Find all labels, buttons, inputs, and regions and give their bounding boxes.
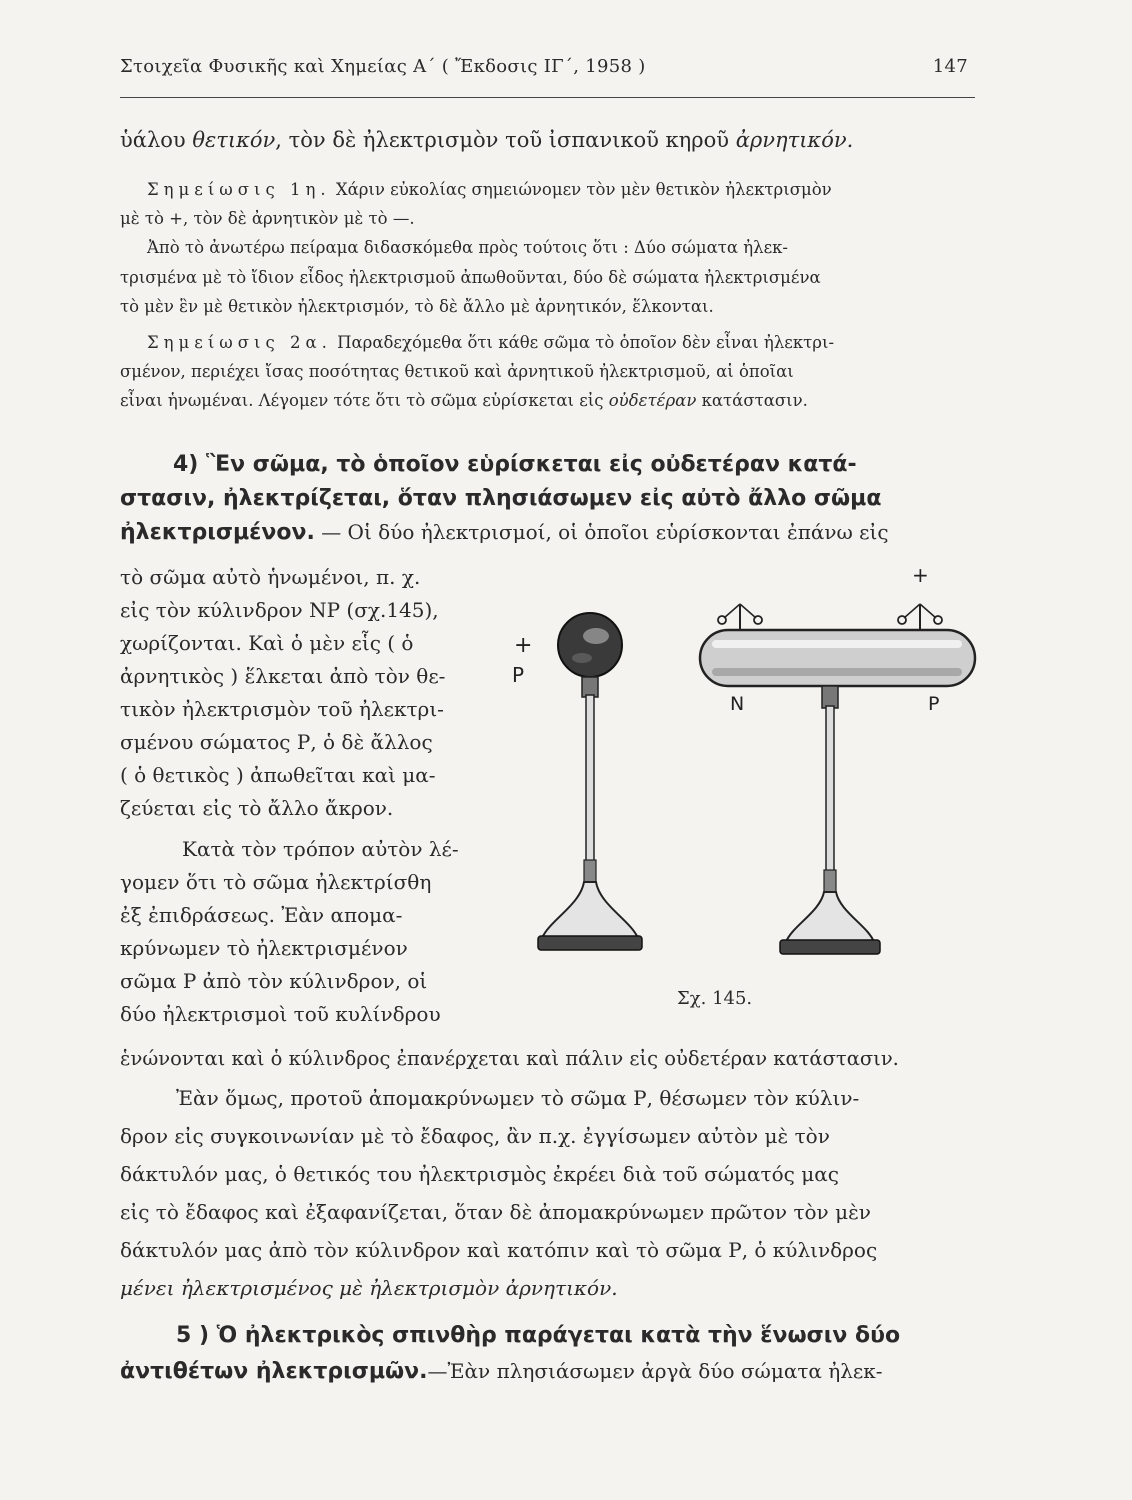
plus-label: + <box>912 563 929 587</box>
text-line: ἐξ ἐπιδράσεως. Ἐὰν απομα- <box>120 903 403 927</box>
text-line: κρύνωμεν τὸ ἠλεκτρισμένον <box>120 936 408 960</box>
header-title: Στοιχεῖα Φυσικῆς καὶ Χημείας Α΄ ( Ἔκδοσις ΙΓ΄, 1958 ) <box>120 56 646 77</box>
note-line: Ἀπὸ τὸ ἀνωτέρω πείραμα διδασκόμεθα πρὸς τούτοις ὅτι : Δύο σώματα ἠλεκ- <box>147 238 789 257</box>
text-span: ἀρνητικόν. <box>735 128 854 152</box>
charged-sphere-stand <box>538 613 642 950</box>
text-line: δρον εἰς συγκοινωνίαν μὲ τὸ ἔδαφος, ἂν π.χ. ἐγγίσωμεν αὐτὸν μὲ τὸν <box>120 1124 830 1148</box>
text-line <box>120 128 853 152</box>
text-span: Παραδεχόμεθα ὅτι κάθε σῶμα τὸ ὁποῖον δὲν εἶναι ἠλεκτρι- <box>331 333 835 352</box>
text-line: τὸ σῶμα αὐτὸ ἡνωμένοι, π. χ. <box>120 565 421 589</box>
section-heading: 5 ) Ὁ ἠλεκτρικὸς σπινθὴρ παράγεται κατὰ τὴν ἕνωσιν δύο <box>176 1323 901 1348</box>
text-line: σῶμα Ρ ἀπὸ τὸν κύλινδρον, οἱ <box>120 969 428 993</box>
text-line: ( ὁ θετικὸς ) ἀπωθεῖται καὶ μα- <box>120 763 436 787</box>
text-line: Ἐὰν ὅμως, προτοῦ ἀπομακρύνωμεν τὸ σῶμα Ρ, θέσωμεν τὸν κύλιν- <box>176 1086 860 1110</box>
text-span: Χάριν εὐκολίας σημειώνομεν τὸν μὲν θετικὸν ἠλεκτρισμὸν <box>330 180 832 199</box>
conductor-cylinder-stand <box>700 604 975 954</box>
text-line: δάκτυλόν μας ἀπὸ τὸν κύλινδρον καὶ κατόπιν καὶ τὸ σῶμα Ρ, ὁ κύλινδρος <box>120 1238 878 1262</box>
note-label: Σημείωσις 2α. <box>147 333 332 352</box>
section-heading: στασιν, ἠλεκτρίζεται, ὅταν πλησιάσωμεν εἰς αὐτὸ ἄλλο σῶμα <box>120 486 882 511</box>
text-line: χωρίζονται. Καὶ ὁ μὲν εἷς ( ὁ <box>120 631 414 655</box>
cylinder-label-n: N <box>730 693 745 715</box>
sphere-label-p: P <box>512 663 525 687</box>
page-number: 147 <box>932 56 968 77</box>
text-line: δύο ἠλεκτρισμοὶ τοῦ κυλίνδρου <box>120 1002 441 1026</box>
text-span: οὐδετέραν <box>608 391 697 410</box>
metal-cylinder <box>700 630 975 686</box>
text-line <box>120 520 889 545</box>
text-line: γομεν ὅτι τὸ σῶμα ἠλεκτρίσθη <box>120 870 432 894</box>
pith-balls-left <box>718 604 762 630</box>
pith-balls-right <box>898 604 942 630</box>
text-line: σμένου σώματος Ρ, ὁ δὲ ἄλλος <box>120 730 433 754</box>
text-span: κατάστασιν. <box>696 391 808 410</box>
text-line: μένει ἠλεκτρισμένος μὲ ἠλεκτρισμὸν ἀρνητικόν. <box>120 1276 618 1300</box>
stand-base <box>542 882 638 938</box>
text-span: —Ἐὰν πλησιάσωμεν ἀργὰ δύο σώματα ἠλεκ- <box>427 1359 883 1383</box>
cylinder-label-p: P <box>928 693 940 715</box>
header-rule <box>120 97 975 98</box>
text-span: θετικόν <box>192 128 276 152</box>
figure-145-induction-apparatus <box>500 560 980 980</box>
section-heading: 4) Ἓν σῶμα, τὸ ὁποῖον εὑρίσκεται εἰς οὐδετέραν κατά- <box>173 452 857 477</box>
text-span: — Οἱ δύο ἠλεκτρισμοί, οἱ ὁποῖοι εὑρίσκονται ἐπάνω εἰς <box>314 520 889 544</box>
text-line: ἀρνητικὸς ) ἕλκεται ἀπὸ τὸν θε- <box>120 664 446 688</box>
figure-caption: Σχ. 145. <box>677 988 753 1009</box>
section-heading: ἠλεκτρισμένον. <box>120 520 315 545</box>
text-line: ζεύεται εἰς τὸ ἄλλο ἄκρον. <box>120 796 394 820</box>
note-line <box>147 180 832 199</box>
section-heading: ἀντιθέτων ἠλεκτρισμῶν. <box>120 1359 428 1384</box>
charged-sphere <box>558 613 622 677</box>
text-line: τικὸν ἠλεκτρισμὸν τοῦ ἠλεκτρι- <box>120 697 444 721</box>
note-line: τὸ μὲν ἓν μὲ θετικὸν ἠλεκτρισμόν, τὸ δὲ ἄλλο μὲ ἀρνητικόν, ἕλκονται. <box>120 297 714 316</box>
note-line <box>147 333 834 352</box>
text-span: εἶναι ἡνωμέναι. Λέγομεν τότε ὅτι τὸ σῶμα εὑρίσκεται εἰς <box>120 391 609 410</box>
note-line: μὲ τὸ +, τὸν δὲ ἀρνητικὸν μὲ τὸ —. <box>120 209 415 228</box>
glass-rod <box>586 695 594 877</box>
stand-base <box>786 892 874 942</box>
plus-label: + <box>514 633 533 658</box>
note-label: Σημείωσις 1η. <box>147 180 331 199</box>
note-line: τρισμένα μὲ τὸ ἴδιον εἶδος ἠλεκτρισμοῦ ἀπωθοῦνται, δύο δὲ σώματα ἠλεκτρισμένα <box>120 268 821 287</box>
text-span: , τὸν δὲ ἠλεκτρισμὸν τοῦ ἰσπανικοῦ κηροῦ <box>275 128 736 152</box>
glass-rod <box>826 706 834 886</box>
note-line: σμένον, περιέχει ἴσας ποσότητας θετικοῦ καὶ ἀρνητικοῦ ἠλεκτρισμοῦ, αἱ ὁποῖαι <box>120 362 794 381</box>
text-line: Κατὰ τὸν τρόπον αὐτὸν λέ- <box>182 837 459 861</box>
text-line: εἰς τὸ ἔδαφος καὶ ἐξαφανίζεται, ὅταν δὲ ἀπομακρύνωμεν πρῶτον τὸν μὲν <box>120 1200 871 1224</box>
text-line <box>120 1359 883 1384</box>
text-span: ὑάλου <box>120 128 193 152</box>
note-line <box>120 391 808 410</box>
text-line: εἰς τὸν κύλινδρον ΝΡ (σχ.145), <box>120 598 439 622</box>
text-line: ἑνώνονται καὶ ὁ κύλινδρος ἐπανέρχεται καὶ πάλιν εἰς οὐδετέραν κατάστασιν. <box>120 1047 899 1070</box>
running-header <box>120 56 968 77</box>
text-line: δάκτυλόν μας, ὁ θετικός του ἠλεκτρισμὸς ἐκρέει διὰ τοῦ σώματός μας <box>120 1162 839 1186</box>
